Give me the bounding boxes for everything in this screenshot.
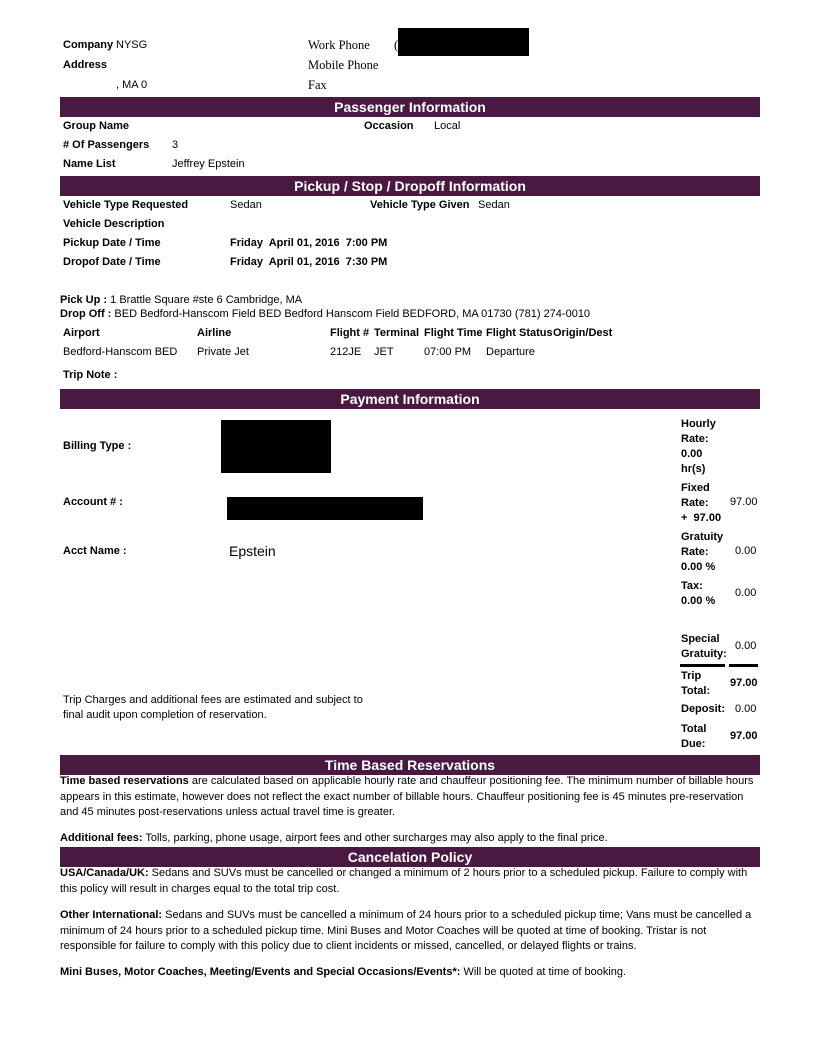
drop-off-address: BED Bedford-Hanscom Field BED Bedford Hanscom Field BEDFORD, MA 01730 (781) 274-0010 (114, 308, 591, 320)
time-based-text: are calculated based on applicable hourly rate and chauffeur positioning fee. The minimum number of billable hours appears in this estimate, however does not reflect the exact number of billable hours. Chauffeur positioning fee is 45 minutes pre-reservation and 45 minutes post-reservations unless actual travel time is greater. (60, 775, 754, 818)
gratuity-rate-value: 0.00 (735, 545, 757, 557)
hourly-rate-label (681, 417, 716, 477)
address-line2: , MA 0 (116, 79, 148, 91)
vehicle-given-value: Sedan (478, 199, 510, 211)
flight-header-airline: Airline (197, 327, 232, 339)
additional-fees-term: Additional fees: (60, 832, 143, 844)
estimate-note-line1: Trip Charges and additional fees are estimated and subject to (63, 694, 363, 706)
dropoff-datetime-label: Dropof Date / Time (63, 256, 161, 268)
flight-header-flight-number: Flight # (330, 327, 370, 339)
mini-buses-policy-paragraph (60, 965, 760, 981)
num-passengers-value: 3 (172, 139, 179, 151)
work-phone-redaction (398, 28, 529, 56)
additional-fees-text: Tolls, parking, phone usage, airport fees and other surcharges may also apply to the final price. (142, 832, 608, 844)
trip-total-label (681, 669, 710, 699)
deposit-value: 0.00 (735, 703, 757, 715)
mini-buses-policy-term: Mini Buses, Motor Coaches, Meeting/Events and Special Occasions/Events*: (60, 966, 461, 978)
vehicle-description-label: Vehicle Description (63, 218, 165, 230)
flight-cell-airport: Bedford-Hanscom BED (63, 346, 178, 358)
gratuity-rate-label (681, 530, 723, 575)
flight-header-origin-dest: Origin/Dest (553, 327, 613, 339)
total-divider (729, 664, 758, 667)
special-gratuity-value: 0.00 (735, 640, 757, 652)
pick-up-label: Pick Up : (60, 294, 108, 306)
pickup-datetime-label: Pickup Date / Time (63, 237, 161, 249)
billing-type-redaction (221, 420, 331, 473)
fixed-rate-line: + 97.00 (681, 512, 722, 524)
hourly-rate-line: hr(s) (681, 463, 706, 475)
special-gratuity-line: Gratuity: (681, 648, 727, 660)
estimate-note-line2: final audit upon completion of reservation. (63, 709, 267, 721)
trip-note-label: Trip Note : (63, 369, 118, 381)
pick-up-line (60, 294, 302, 306)
trip-total-line: Trip (681, 670, 702, 682)
total-due-line: Total (681, 723, 707, 735)
flight-header-terminal: Terminal (374, 327, 420, 339)
cancelation-section-header: Cancelation Policy (60, 847, 760, 867)
international-policy-term: Other International: (60, 909, 163, 921)
flight-header-flight-time: Flight Time (424, 327, 483, 339)
hourly-rate-line: Hourly (681, 418, 716, 430)
name-list-label: Name List (63, 158, 116, 170)
special-gratuity-label (681, 632, 727, 662)
name-list-value: Jeffrey Epstein (172, 158, 245, 170)
gratuity-rate-line: 0.00 % (681, 561, 716, 573)
billing-type-label: Billing Type : (63, 440, 132, 452)
flight-cell-terminal: JET (374, 346, 394, 358)
flight-header-flight-status: Flight Status (486, 327, 553, 339)
payment-section-header: Payment Information (60, 389, 760, 409)
trip-total-line: Total: (681, 685, 711, 697)
fax-label: Fax (308, 78, 327, 92)
flight-cell-flight-status: Departure (486, 346, 535, 358)
hourly-rate-line: Rate: (681, 433, 709, 445)
company-value: NYSG (116, 39, 148, 51)
acct-name-label: Acct Name : (63, 545, 127, 557)
flight-cell-flight-time: 07:00 PM (424, 346, 472, 358)
international-policy-paragraph (60, 908, 760, 955)
drop-off-label: Drop Off : (60, 308, 112, 320)
time-based-section-header: Time Based Reservations (60, 755, 760, 775)
dropoff-datetime-value: Friday April 01, 2016 7:30 PM (230, 256, 388, 268)
total-due-value: 97.00 (730, 730, 758, 742)
international-policy-text: Sedans and SUVs must be cancelled a minimum of 24 hours prior to a scheduled pickup time; Vans must be cancelled a minimum of 24 hours prior to a scheduled pickup time. Mini Buses and Motor Coaches will be quoted at time of booking. Tristar is not responsible for failure to comply with this policy due to client incidents or missed, cancelled, or delayed flights or trains. (60, 909, 752, 952)
trip-total-value: 97.00 (730, 677, 758, 689)
hourly-rate-line: 0.00 (681, 448, 703, 460)
account-number-redaction (227, 497, 423, 520)
fixed-rate-value: 97.00 (730, 496, 758, 508)
pickup-datetime-value: Friday April 01, 2016 7:00 PM (230, 237, 388, 249)
work-phone-partial: ( (394, 38, 399, 52)
occasion-value: Local (434, 120, 461, 132)
total-due-label (681, 722, 706, 752)
passenger-section-header: Passenger Information (60, 97, 760, 117)
account-number-label: Account # : (63, 496, 123, 508)
vehicle-requested-value: Sedan (230, 199, 262, 211)
additional-fees-paragraph (60, 831, 760, 847)
time-based-term: Time based reservations (60, 775, 189, 787)
usa-policy-text: Sedans and SUVs must be cancelled or changed a minimum of 2 hours prior to a scheduled pickup. Failure to comply with this policy will result in charges equal to the total trip cost. (60, 867, 748, 895)
occasion-label: Occasion (364, 120, 414, 132)
group-name-label: Group Name (63, 120, 130, 132)
tax-line: Tax: (681, 580, 703, 592)
vehicle-given-label: Vehicle Type Given (370, 199, 470, 211)
total-divider (680, 664, 725, 667)
drop-off-line (60, 308, 590, 320)
time-based-paragraph (60, 774, 760, 821)
pick-up-address: 1 Brattle Square #ste 6 Cambridge, MA (110, 294, 303, 306)
num-passengers-label: # Of Passengers (63, 139, 150, 151)
flight-cell-airline: Private Jet (197, 346, 249, 358)
gratuity-rate-line: Gratuity (681, 531, 724, 543)
fixed-rate-label (681, 481, 721, 526)
special-gratuity-line: Special (681, 633, 720, 645)
acct-name-value: Epstein (229, 543, 276, 559)
total-due-line: Due: (681, 738, 706, 750)
mobile-phone-label: Mobile Phone (308, 58, 379, 72)
tax-line: 0.00 % (681, 595, 716, 607)
tax-label (681, 579, 715, 609)
usa-policy-term: USA/Canada/UK: (60, 867, 149, 879)
pickup-section-header: Pickup / Stop / Dropoff Information (60, 176, 760, 196)
fixed-rate-line: Fixed (681, 482, 710, 494)
flight-header-airport: Airport (63, 327, 100, 339)
address-label: Address (63, 59, 108, 71)
vehicle-requested-label: Vehicle Type Requested (63, 199, 189, 211)
fixed-rate-line: Rate: (681, 497, 709, 509)
flight-cell-flight-number: 212JE (330, 346, 362, 358)
usa-policy-paragraph (60, 866, 760, 897)
tax-value: 0.00 (735, 587, 757, 599)
work-phone-label: Work Phone (308, 38, 370, 52)
gratuity-rate-line: Rate: (681, 546, 709, 558)
company-label: Company (63, 39, 114, 51)
deposit-label: Deposit: (681, 703, 725, 715)
mini-buses-policy-text: Will be quoted at time of booking. (460, 966, 627, 978)
